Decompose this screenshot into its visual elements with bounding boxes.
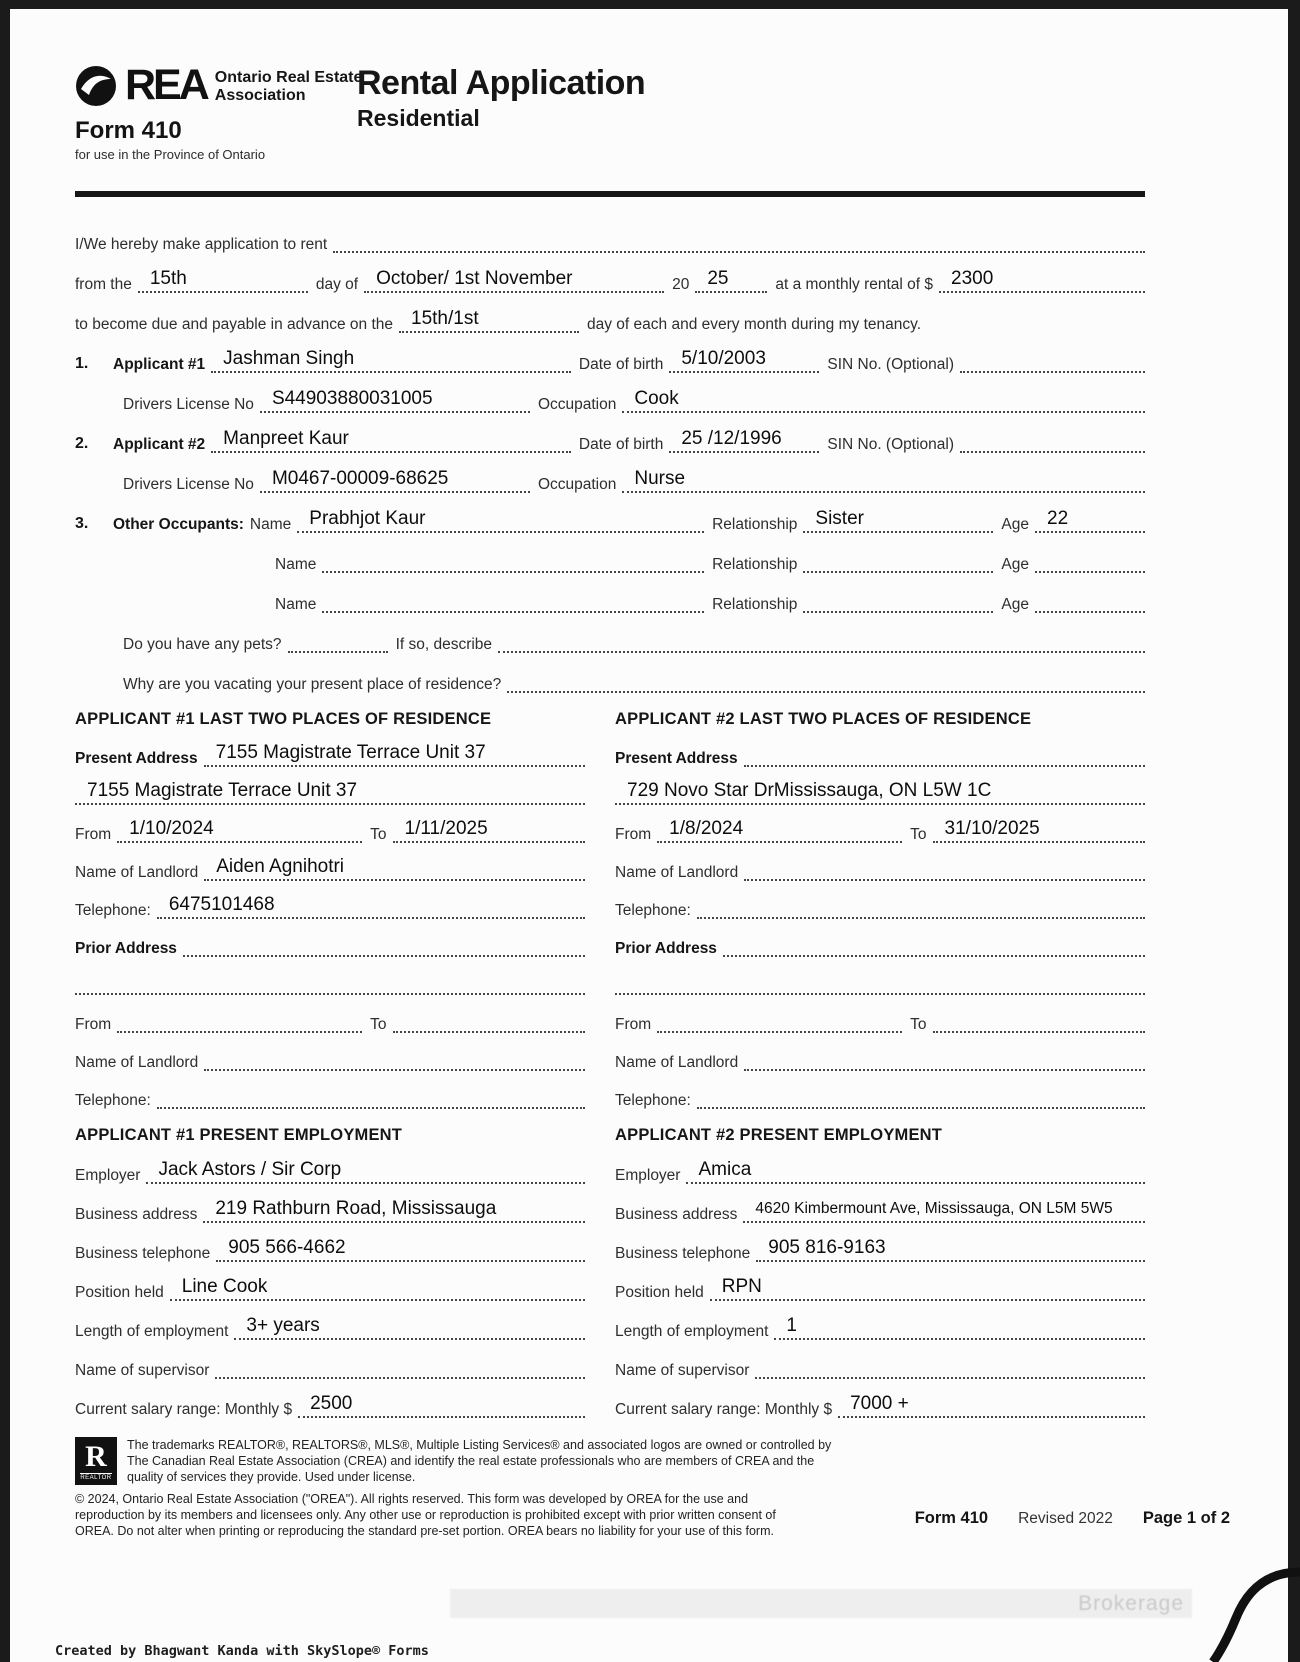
a1-length-label: Length of employment bbox=[75, 1323, 229, 1340]
field-a2-supervisor[interactable] bbox=[755, 1377, 1145, 1379]
monthly-rent-value: 2300 bbox=[951, 268, 994, 289]
a1-business-telephone-row bbox=[75, 1223, 585, 1262]
applicant1-occupation-label: Occupation bbox=[537, 396, 617, 413]
field-a2-position[interactable] bbox=[710, 1278, 1145, 1301]
a1-to-value: 1/11/2025 bbox=[404, 818, 488, 839]
applicant2-sin-label: SIN No. (Optional) bbox=[827, 436, 954, 453]
a1-position-row bbox=[75, 1262, 585, 1301]
a1-business-address-value: 219 Rathburn Road, Mississauga bbox=[215, 1198, 497, 1219]
applicant2-license-row bbox=[75, 453, 1145, 493]
vacating-question-label: Why are you vacating your present place of residence? bbox=[123, 676, 502, 693]
a1-employer-label: Employer bbox=[75, 1167, 141, 1184]
orea-logo-text: REA bbox=[125, 61, 207, 109]
field-applicant2-dob[interactable] bbox=[669, 430, 819, 453]
created-by-note: Created by Bhagwant Kanda with SkySlope® Forms bbox=[55, 1643, 429, 1659]
field-start-month[interactable] bbox=[364, 270, 664, 293]
a2-telephone-label: Telephone: bbox=[615, 902, 691, 919]
a2-position-label: Position held bbox=[615, 1284, 704, 1301]
a2-employer-row bbox=[615, 1145, 1145, 1184]
a2-length-value: 1 bbox=[786, 1315, 797, 1336]
a2-landlord-label: Name of Landlord bbox=[615, 864, 739, 881]
year-prefix-label: 20 bbox=[672, 276, 690, 293]
field-a1-length[interactable] bbox=[234, 1317, 585, 1340]
page-subtitle: Residential bbox=[357, 105, 480, 131]
footer-revised: Revised 2022 bbox=[1018, 1510, 1113, 1527]
a1-telephone-row bbox=[75, 881, 585, 919]
form-header bbox=[75, 61, 1145, 183]
occupant2-name-label: Name bbox=[275, 556, 317, 573]
field-a1-from[interactable] bbox=[117, 820, 362, 843]
a2-present-address-label: Present Address bbox=[615, 750, 738, 767]
year-value: 25 bbox=[707, 268, 729, 289]
applicant2-dob-label: Date of birth bbox=[578, 436, 664, 453]
a1-present-address-label: Present Address bbox=[75, 750, 198, 767]
field-applicant2-occupation[interactable] bbox=[622, 470, 1145, 493]
a1-business-address-label: Business address bbox=[75, 1206, 198, 1223]
occupant1-age-value: 22 bbox=[1047, 508, 1069, 529]
field-monthly-rent[interactable] bbox=[939, 270, 1145, 293]
applicant2-row bbox=[75, 413, 1145, 453]
a2-present-address-row bbox=[615, 729, 1145, 767]
a1-length-value: 3+ years bbox=[246, 1315, 320, 1336]
employment-section bbox=[75, 1109, 1145, 1418]
field-applicant1-dl[interactable] bbox=[260, 390, 530, 413]
a2-employer-value: Amica bbox=[698, 1159, 752, 1180]
a2-employer-label: Employer bbox=[615, 1167, 681, 1184]
a1-position-value: Line Cook bbox=[181, 1276, 268, 1297]
applicant1-row bbox=[75, 333, 1145, 373]
a2-prior-address-label: Prior Address bbox=[615, 940, 717, 957]
form-number: Form 410 bbox=[75, 117, 182, 144]
brokerage-watermark: Brokerage bbox=[450, 1589, 1192, 1618]
applicant1-employment-heading: APPLICANT #1 PRESENT EMPLOYMENT bbox=[75, 1126, 403, 1144]
a2-prior-address-row2 bbox=[615, 957, 1145, 995]
applicant1-occupation-value: Cook bbox=[634, 388, 679, 409]
field-a2-telephone[interactable] bbox=[697, 917, 1145, 919]
a2-landlord-row bbox=[615, 843, 1145, 881]
field-applicant1-sin[interactable] bbox=[960, 371, 1145, 373]
a2-length-row bbox=[615, 1301, 1145, 1340]
footer-form-reference bbox=[915, 1509, 1230, 1528]
a1-present-address-row bbox=[75, 729, 585, 767]
field-applicant1-dob[interactable] bbox=[669, 350, 819, 373]
a1-business-telephone-label: Business telephone bbox=[75, 1245, 211, 1262]
occupant-row-1 bbox=[75, 493, 1145, 533]
a2-telephone-row bbox=[615, 881, 1145, 919]
copyright-text: © 2024, Ontario Real Estate Association ("OREA"). All rights reserved. This form was developed by OREA for the use and reproduction by its members and licensees only. Any other use or reproduction is prohibited except with prior written consent of OREA. Do not alter when printing or reproducing the standard pre-set portion. OREA bears no liability for your use of this form. bbox=[75, 1492, 776, 1538]
applicant1-sin-label: SIN No. (Optional) bbox=[827, 356, 954, 373]
a1-present-dates-row bbox=[75, 805, 585, 843]
field-occupant2-age[interactable] bbox=[1035, 571, 1145, 573]
field-a2-prior-landlord[interactable] bbox=[744, 1069, 1145, 1071]
a1-salary-label: Current salary range: Monthly $ bbox=[75, 1401, 293, 1418]
field-a1-prior-landlord[interactable] bbox=[204, 1069, 585, 1071]
applicant1-dob-value: 5/10/2003 bbox=[681, 348, 766, 369]
applicant2-residence-column bbox=[615, 693, 1145, 1109]
a1-present-address-line2-value: 7155 Magistrate Terrace Unit 37 bbox=[87, 780, 358, 801]
pets-describe-label: If so, describe bbox=[395, 636, 493, 653]
a2-length-label: Length of employment bbox=[615, 1323, 769, 1340]
a2-business-telephone-row bbox=[615, 1223, 1145, 1262]
a1-landlord-label: Name of Landlord bbox=[75, 864, 199, 881]
a2-to-label: To bbox=[910, 826, 927, 843]
start-month-value: October/ 1st November bbox=[376, 268, 573, 289]
day-of-label: day of bbox=[315, 276, 359, 293]
a2-salary-value: 7000 + bbox=[850, 1393, 909, 1414]
occupant2-age-label: Age bbox=[1001, 556, 1029, 573]
a1-prior-telephone-row bbox=[75, 1071, 585, 1109]
a1-prior-from-label: From bbox=[75, 1016, 112, 1033]
a2-business-telephone-value: 905 816-9163 bbox=[768, 1237, 886, 1258]
a2-position-value: RPN bbox=[721, 1276, 762, 1297]
field-occupant1-age[interactable] bbox=[1035, 510, 1145, 533]
a2-position-row bbox=[615, 1262, 1145, 1301]
a1-position-label: Position held bbox=[75, 1284, 164, 1301]
pets-row bbox=[75, 613, 1145, 653]
field-a1-prior-from[interactable] bbox=[117, 1031, 362, 1033]
from-the-label: from the bbox=[75, 276, 132, 293]
a2-prior-address-row bbox=[615, 919, 1145, 957]
a1-present-address-value: 7155 Magistrate Terrace Unit 37 bbox=[215, 742, 486, 763]
field-a2-business-address[interactable] bbox=[743, 1200, 1145, 1223]
a2-prior-dates-row bbox=[615, 995, 1145, 1033]
footer-page-indicator: Page 1 of 2 bbox=[1142, 1509, 1230, 1527]
a2-prior-landlord-row bbox=[615, 1033, 1145, 1071]
vacating-row bbox=[75, 653, 1145, 693]
field-due-day[interactable] bbox=[399, 310, 579, 333]
a1-to-label: To bbox=[370, 826, 387, 843]
apply-to-rent-label: I/We hereby make application to rent bbox=[75, 236, 328, 253]
footer-form-number: Form 410 bbox=[914, 1509, 989, 1527]
a2-present-address-row2 bbox=[615, 767, 1145, 805]
logo-caption-line1: Ontario Real Estate bbox=[214, 69, 363, 86]
field-a2-prior-address[interactable] bbox=[723, 955, 1145, 957]
field-a1-landlord[interactable] bbox=[204, 858, 585, 881]
field-a1-position[interactable] bbox=[170, 1278, 585, 1301]
field-a2-prior-address-line2[interactable] bbox=[615, 993, 1145, 995]
a2-from-value: 1/8/2024 bbox=[669, 818, 744, 839]
a2-business-telephone-label: Business telephone bbox=[615, 1245, 751, 1262]
field-a1-employer[interactable] bbox=[146, 1161, 585, 1184]
a1-employer-row bbox=[75, 1145, 585, 1184]
due-date-row bbox=[75, 293, 1145, 333]
occupant1-name-value: Prabhjot Kaur bbox=[309, 508, 426, 529]
field-a2-employer[interactable] bbox=[686, 1161, 1145, 1184]
occupant1-age-label: Age bbox=[1001, 516, 1029, 533]
a2-supervisor-label: Name of supervisor bbox=[615, 1362, 750, 1379]
applicant1-number: 1. bbox=[75, 355, 89, 372]
field-occupant3-name[interactable] bbox=[322, 611, 704, 613]
applicant1-name-value: Jashman Singh bbox=[223, 348, 355, 369]
field-a1-present-address[interactable] bbox=[204, 744, 585, 767]
a1-prior-dates-row bbox=[75, 995, 585, 1033]
applicant1-dl-label: Drivers License No bbox=[123, 396, 254, 413]
a1-prior-telephone-label: Telephone: bbox=[75, 1092, 151, 1109]
field-a1-business-address[interactable] bbox=[203, 1200, 585, 1223]
field-occupant3-relationship[interactable] bbox=[803, 611, 993, 613]
a1-prior-address-label: Prior Address bbox=[75, 940, 177, 957]
a1-salary-value: 2500 bbox=[310, 1393, 353, 1414]
field-applicant2-dl[interactable] bbox=[260, 470, 530, 493]
logo-caption-line2: Association bbox=[214, 87, 306, 104]
field-applicant2-name[interactable] bbox=[211, 430, 571, 453]
field-year[interactable] bbox=[695, 270, 767, 293]
occupants-label: Other Occupants: bbox=[113, 516, 244, 533]
a1-prior-address-row bbox=[75, 919, 585, 957]
occupant2-relationship-label: Relationship bbox=[712, 556, 798, 573]
orea-logo-caption bbox=[215, 69, 363, 105]
occupant1-relationship-value: Sister bbox=[815, 508, 864, 529]
a1-prior-landlord-label: Name of Landlord bbox=[75, 1054, 199, 1071]
a2-business-address-label: Business address bbox=[615, 1206, 738, 1223]
field-a2-prior-to[interactable] bbox=[933, 1031, 1145, 1033]
header-rule bbox=[75, 191, 1145, 197]
realtor-logo-icon bbox=[75, 1437, 117, 1485]
field-applicant2-sin[interactable] bbox=[960, 451, 1145, 453]
a2-business-address-row bbox=[615, 1184, 1145, 1223]
field-a2-to[interactable] bbox=[933, 820, 1145, 843]
a2-salary-row bbox=[615, 1379, 1145, 1418]
applicant2-employment-heading: APPLICANT #2 PRESENT EMPLOYMENT bbox=[615, 1126, 943, 1144]
field-a2-present-address[interactable] bbox=[744, 765, 1145, 767]
applicant1-label: Applicant #1 bbox=[113, 356, 206, 373]
field-a2-from[interactable] bbox=[657, 820, 902, 843]
a1-telephone-value: 6475101468 bbox=[168, 894, 275, 915]
a2-salary-label: Current salary range: Monthly $ bbox=[615, 1401, 833, 1418]
field-a2-business-telephone[interactable] bbox=[756, 1239, 1145, 1262]
a2-business-address-value: 4620 Kimbermount Ave, Mississauga, ON L5M 5W5 bbox=[755, 1200, 1113, 1217]
field-a2-length[interactable] bbox=[774, 1317, 1145, 1340]
orea-logo-icon bbox=[75, 65, 117, 107]
field-a1-to[interactable] bbox=[393, 820, 585, 843]
applicant2-dl-value: M0467-00009-68625 bbox=[271, 468, 449, 489]
a1-from-value: 1/10/2024 bbox=[129, 818, 214, 839]
a1-telephone-label: Telephone: bbox=[75, 902, 151, 919]
field-a1-business-telephone[interactable] bbox=[216, 1239, 585, 1262]
occupant3-relationship-label: Relationship bbox=[712, 596, 798, 613]
field-a2-landlord[interactable] bbox=[744, 879, 1145, 881]
form-page bbox=[10, 9, 1288, 1662]
occupant3-age-label: Age bbox=[1001, 596, 1029, 613]
due-pre-label: to become due and payable in advance on the bbox=[75, 316, 393, 333]
trademark-block bbox=[75, 1437, 845, 1485]
field-a2-present-address-line2[interactable] bbox=[615, 782, 1145, 805]
field-a1-telephone[interactable] bbox=[157, 896, 585, 919]
a2-prior-to-label: To bbox=[910, 1016, 927, 1033]
field-a1-supervisor[interactable] bbox=[215, 1377, 585, 1379]
a2-present-dates-row bbox=[615, 805, 1145, 843]
field-applicant1-occupation[interactable] bbox=[622, 390, 1145, 413]
start-day-value: 15th bbox=[149, 268, 187, 289]
field-a1-prior-address-line2[interactable] bbox=[75, 993, 585, 995]
realtor-wordmark: REALTOR bbox=[80, 1475, 112, 1481]
field-occupant3-age[interactable] bbox=[1035, 611, 1145, 613]
field-occupant1-relationship[interactable] bbox=[803, 510, 993, 533]
form-usage-note: for use in the Province of Ontario bbox=[75, 147, 266, 162]
applicant2-residence-heading: APPLICANT #2 LAST TWO PLACES OF RESIDENCE bbox=[615, 710, 1032, 728]
a1-present-address-row2 bbox=[75, 767, 585, 805]
a2-present-address-line2-value: 729 Novo Star DrMississauga, ON L5W 1C bbox=[627, 780, 992, 801]
a1-business-telephone-value: 905 566-4662 bbox=[228, 1237, 346, 1258]
occupant-row-3 bbox=[75, 573, 1145, 613]
residence-section bbox=[75, 693, 1145, 1109]
field-a1-salary[interactable] bbox=[298, 1395, 585, 1418]
a2-from-label: From bbox=[615, 826, 652, 843]
a2-prior-telephone-row bbox=[615, 1071, 1145, 1109]
applicant2-number: 2. bbox=[75, 435, 89, 452]
field-applicant1-name[interactable] bbox=[211, 350, 571, 373]
due-post-label: day of each and every month during my tenancy. bbox=[587, 316, 922, 333]
a1-salary-row bbox=[75, 1379, 585, 1418]
applicant1-employment-column bbox=[75, 1109, 585, 1418]
occupant3-name-label: Name bbox=[275, 596, 317, 613]
pets-question-label: Do you have any pets? bbox=[123, 636, 282, 653]
field-occupant2-name[interactable] bbox=[322, 571, 704, 573]
a1-prior-to-label: To bbox=[370, 1016, 387, 1033]
a1-from-label: From bbox=[75, 826, 112, 843]
occupant1-relationship-label: Relationship bbox=[712, 516, 798, 533]
a1-length-row bbox=[75, 1301, 585, 1340]
field-rental-address[interactable] bbox=[333, 251, 1145, 253]
title-block bbox=[357, 65, 645, 132]
occupants-number: 3. bbox=[75, 515, 89, 532]
occupant1-name-label: Name bbox=[249, 516, 292, 533]
monthly-rental-label: at a monthly rental of $ bbox=[775, 276, 934, 293]
applicant2-occupation-value: Nurse bbox=[634, 468, 686, 489]
due-day-value: 15th/1st bbox=[411, 308, 479, 329]
a1-employer-value: Jack Astors / Sir Corp bbox=[158, 1159, 342, 1180]
a1-prior-landlord-row bbox=[75, 1033, 585, 1071]
field-pets-answer[interactable] bbox=[288, 651, 388, 653]
applicant1-residence-heading: APPLICANT #1 LAST TWO PLACES OF RESIDENCE bbox=[75, 710, 492, 728]
applicant2-label: Applicant #2 bbox=[113, 436, 206, 453]
a2-prior-from-label: From bbox=[615, 1016, 652, 1033]
field-a2-prior-from[interactable] bbox=[657, 1031, 902, 1033]
field-start-day[interactable] bbox=[138, 270, 308, 293]
applicant2-dl-label: Drivers License No bbox=[123, 476, 254, 493]
realtor-r-glyph: R bbox=[85, 1440, 107, 1473]
field-a1-prior-address[interactable] bbox=[183, 955, 585, 957]
field-a1-present-address-line2[interactable] bbox=[75, 782, 585, 805]
trademark-text: The trademarks REALTOR®, REALTORS®, MLS®, Multiple Listing Services® and associated logos are owned or controlled by The Canadian Real Estate Association (CREA) and identify the real estate professionals who are members of CREA and the quality of services they provide. Used under license. bbox=[127, 1438, 832, 1484]
occupant-row-2 bbox=[75, 533, 1145, 573]
a1-business-address-row bbox=[75, 1184, 585, 1223]
a2-prior-landlord-label: Name of Landlord bbox=[615, 1054, 739, 1071]
a2-to-value: 31/10/2025 bbox=[944, 818, 1040, 839]
a1-landlord-row bbox=[75, 843, 585, 881]
applicant2-occupation-label: Occupation bbox=[537, 476, 617, 493]
field-occupant2-relationship[interactable] bbox=[803, 571, 993, 573]
field-a1-prior-to[interactable] bbox=[393, 1031, 585, 1033]
applicant2-dob-value: 25 /12/1996 bbox=[681, 428, 782, 449]
apply-to-rent-row bbox=[75, 213, 1145, 253]
term-row bbox=[75, 253, 1145, 293]
a2-supervisor-row bbox=[615, 1340, 1145, 1379]
a1-prior-address-row2 bbox=[75, 957, 585, 995]
applicant1-residence-column bbox=[75, 693, 585, 1109]
a1-landlord-value: Aiden Agnihotri bbox=[216, 856, 345, 877]
orea-o-icon bbox=[75, 65, 117, 107]
applicant1-dl-value: S44903880031005 bbox=[271, 388, 433, 409]
applicant1-dob-label: Date of birth bbox=[578, 356, 664, 373]
field-occupant1-name[interactable] bbox=[297, 510, 704, 533]
applicant1-license-row bbox=[75, 373, 1145, 413]
a2-prior-telephone-label: Telephone: bbox=[615, 1092, 691, 1109]
field-pets-description[interactable] bbox=[498, 651, 1145, 653]
applicant2-name-value: Manpreet Kaur bbox=[223, 428, 349, 449]
applicant2-employment-column bbox=[615, 1109, 1145, 1418]
a1-supervisor-row bbox=[75, 1340, 585, 1379]
page-title: Rental Application bbox=[357, 64, 646, 102]
field-a2-salary[interactable] bbox=[838, 1395, 1145, 1418]
a1-supervisor-label: Name of supervisor bbox=[75, 1362, 210, 1379]
